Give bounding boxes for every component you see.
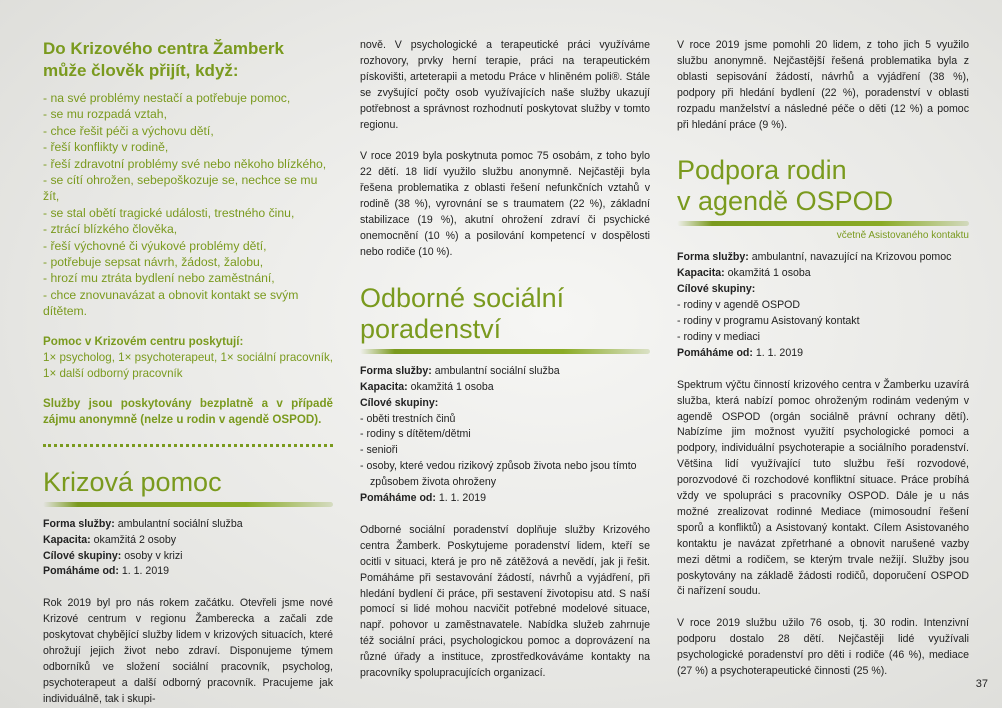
stats-paragraph: V roce 2019 byla poskytnuta pomoc 75 osobám, z toho bylo 22 dětí. 18 lidí využilo službu anonymně. Nejčastěji byla řešena problematika z oblasti řešení nefunkčních vztahů v rodině (38 %), vyrovnání se s traumatem (22 %), základní stabilizace (19 %), akutní ohrožení zdraví či psychické onemocnění (10 %) a posilování kompetencí v dospělosti nebo rodiče (10 %). <box>360 150 650 258</box>
dotted-divider <box>43 444 333 447</box>
list-item: - potřebuje sepsat návrh, žádost, žalobu, <box>43 255 264 270</box>
ospod-title-line1: Podpora rodin <box>677 155 847 186</box>
poradenstvi-title-line2: poradenství <box>360 313 502 344</box>
poradenstvi-title <box>360 283 650 345</box>
info-label: Cílové skupiny: <box>360 396 439 409</box>
column-right <box>677 38 969 680</box>
info-label: Cílové skupiny: <box>43 549 122 562</box>
info-row <box>360 396 650 412</box>
info-label: Pomáháme od: <box>43 565 119 578</box>
info-row <box>360 491 650 507</box>
list-item: - řeší výchovné či výukové problémy dětí, <box>43 238 267 253</box>
list-item: - rodiny s dítětem/dětmi <box>360 428 471 441</box>
ospod-title <box>677 155 969 217</box>
intro-title-line2: může člověk přijít, když: <box>43 61 239 80</box>
list-item: - rodiny v programu Asistovaný kontakt <box>677 314 860 327</box>
info-value: okamžitá 1 osoba <box>724 267 811 280</box>
continued-paragraph: nově. V psychologické a terapeutické práci využíváme rozhovory, prvky herní terapie, práci na terapeutickém pískovišti, arteterapii a metodu Práce v hliněném poli®. Stále se zvyšující počty osob využívajících naše služby ukazují potřebnost a správnost rozhodnutí poskytovat služby v tomto regionu. <box>360 39 650 131</box>
info-row <box>43 517 333 533</box>
info-value: ambulantní, navazující na Krizovou pomoc <box>748 251 952 264</box>
info-value: ambulantní sociální služba <box>114 517 243 530</box>
info-row <box>43 533 333 549</box>
list-item: - rodiny v agendě OSPOD <box>677 299 801 312</box>
info-value: osoby v krizi <box>121 549 183 562</box>
title-brush-underline <box>677 221 969 226</box>
list-item: - na své problémy nestačí a potřebuje pomoc, <box>43 91 291 105</box>
list-item: - chce znovunavázat a obnovit kontakt se svým dítětem. <box>43 287 299 319</box>
intro-title-line1: Do Krizového centra Žamberk <box>43 39 284 58</box>
info-row <box>360 380 650 396</box>
list-item: - osoby, které vedou rizikový způsob života nebo jsou tímto způsobem života ohroženy <box>360 460 637 489</box>
ospod-subtitle: včetně Asistovaného kontaktu <box>836 230 969 242</box>
ospod-title-line2: v agendě OSPOD <box>677 186 894 217</box>
info-row <box>677 250 969 266</box>
info-label: Kapacita: <box>360 380 408 393</box>
info-row <box>677 346 969 362</box>
list-item: - řeší zdravotní problémy své nebo někoho blízkého, <box>43 156 327 171</box>
column-left <box>43 38 333 708</box>
list-item: - oběti trestních činů <box>360 412 456 425</box>
list-item: - ztrácí blízkého člověka, <box>43 222 178 237</box>
list-item: - řeší konflikty v rodině, <box>43 140 169 155</box>
list-item: - se cítí ohrožen, sebepoškozuje se, nechce se mu žít, <box>43 173 318 204</box>
info-label: Pomáháme od: <box>360 492 436 505</box>
title-brush-underline <box>360 349 650 354</box>
info-value: okamžitá 2 osoby <box>90 533 177 546</box>
info-label: Cílové skupiny: <box>677 283 756 296</box>
info-row <box>677 282 969 298</box>
list-item: - chce řešit péči a výchovu dětí, <box>43 123 214 138</box>
info-value: 1. 1. 2019 <box>752 346 804 359</box>
info-value: ambulantní sociální služba <box>431 364 560 377</box>
info-label: Forma služby: <box>360 364 432 377</box>
info-row <box>360 364 650 380</box>
list-item: - hrozí mu ztráta bydlení nebo zaměstnání, <box>43 271 275 286</box>
stats-paragraph: V roce 2019 jsme pomohli 20 lidem, z toho jich 5 využilo službu anonymně. Nejčastější řešená problematika byla z oblasti sepisování žádostí, návrhů a vyjádření (38 %), podpory při hledání bydlení (22 %), poradenství v oblasti rozpadu manželství a následné péče o děti (12 %) a pomoc při hledání práce (9 %). <box>677 39 969 131</box>
krizova-paragraph: Rok 2019 byl pro nás rokem začátku. Otevřeli jsme nové Krizové centrum v regionu Žamberecka a začali zde poskytovat chybějící služby lidem v krizových situacích, které ohrožují jejich život nebo zdraví. Disponujeme týmem odborníků ve složení sociální pracovník, psycholog, psychoterapeut a další odborný pracovník. Pracujeme jak individuálně, tak i skupi- <box>43 597 333 705</box>
list-item: - senioři <box>360 444 398 457</box>
title-brush-underline <box>43 502 333 507</box>
info-value: okamžitá 1 osoba <box>407 380 494 393</box>
page-number: 37 <box>975 678 988 690</box>
ospod-paragraph: Spektrum výčtu činností krizového centra v Žamberku uzavírá služba, která nabízí pomoc ohroženým rodinám vedeným v agendě OSPOD (orgán sociálně právní ochrany dětí). Nabízíme jim možnost využití psychologické pomoci a podpory, individuální psychoterapie a sociálního poradenství. Většina lidí využívající tuto službu řeší rozvodové, porozvodové či rozchodové konfliktní situace. Práce probíhá vždy ve spolupráci s pracovníky OSPOD. Dále je u nás možné zrealizovat rodinné Mediace (mimosoudní řešení sporů a konfliktů) a Asistovaný kontakt. Cílem Asistovaného kontaktu je navázat zpřetrhané a obnovit narušené vazby mezi dětmi a rodičem, se kterým trvale nežijí. Služby jsou poskytovány na základě žádosti rodičů, doporučení OSPOD či nařízení soudu. <box>677 378 969 598</box>
poradenstvi-title-line1: Odborné sociální <box>360 282 565 313</box>
intro-list <box>43 90 333 320</box>
info-label: Forma služby: <box>43 517 115 530</box>
list-item: - rodiny v mediaci <box>677 330 761 343</box>
staff-heading: Pomoc v Krizovém centru poskytují: <box>43 334 244 348</box>
krizova-title: Krizová pomoc <box>43 466 222 497</box>
info-value: 1. 1. 2019 <box>118 565 170 578</box>
free-note: Služby jsou poskytovány bezplatně a v případě zájmu anonymně (nelze u rodin v agendě OSPOD). <box>43 396 333 426</box>
ospod-stats-paragraph: V roce 2019 službu užilo 76 osob, tj. 30 rodin. Intenzivní podporu dostalo 28 dětí. Nejčastěji lidé využívali psychologické poradenství pro děti i rodiče (46 %), mediace (27 %) a psychoterapeutické činnosti (25 %). <box>677 617 969 678</box>
info-label: Kapacita: <box>677 267 725 280</box>
info-row <box>43 549 333 565</box>
info-label: Forma služby: <box>677 251 749 264</box>
list-item: - se mu rozpadá vztah, <box>43 107 167 122</box>
column-middle <box>360 38 650 682</box>
info-label: Pomáháme od: <box>677 346 753 359</box>
info-row <box>43 564 333 580</box>
info-row <box>677 266 969 282</box>
staff-text: 1× psycholog, 1× psychoterapeut, 1× sociální pracovník, 1× další odborný pracovník <box>43 350 333 380</box>
intro-title <box>43 38 333 82</box>
info-value: 1. 1. 2019 <box>435 492 487 505</box>
info-label: Kapacita: <box>43 533 91 546</box>
poradenstvi-paragraph: Odborné sociální poradenství doplňuje služby Krizového centra Žamberk. Poskytujeme poradenství lidem, kteří se ocitli v situaci, která je pro ně zátěžová a nevědí, jak ji řešit. Pomáháme při sestavování žádostí, návrhů a vyjádření, při hledání bydlení či práce, při sestavení životopisu atd. S naší pomocí si lidé mohou nacvičit potřebné modelové situace, např. pohovor u zaměstnavatele. Nabídka služeb zahrnuje též sociální práci, psychologickou pomoc a doprovázení na různé úřady a instituce, zprostředkováváme kontakty na pracovníky spolupracujících organizací. <box>360 523 650 680</box>
list-item: - se stal obětí tragické události, trestného činu, <box>43 205 295 220</box>
